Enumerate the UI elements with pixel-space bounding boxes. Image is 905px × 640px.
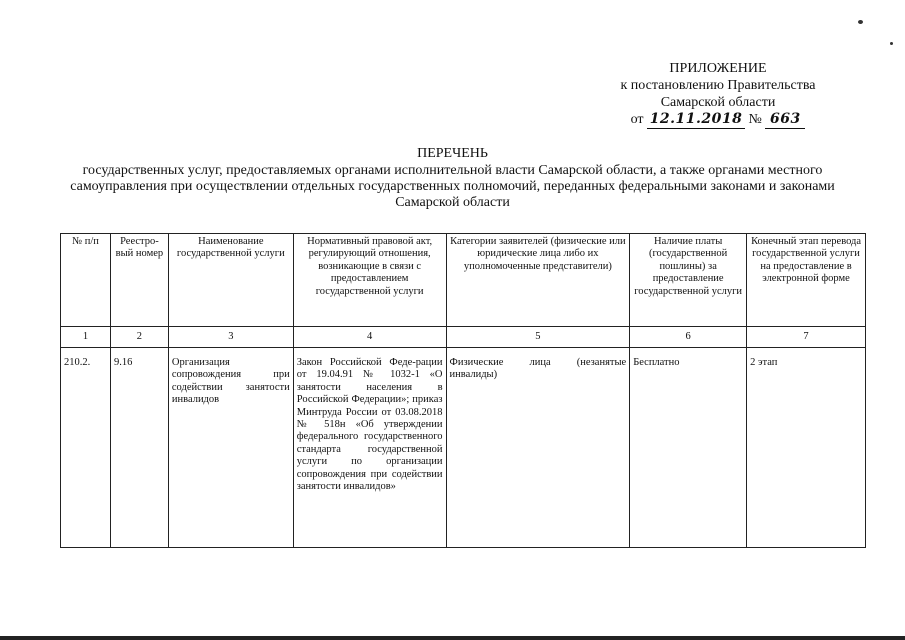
header-cell-fee: Наличие платы (государственной пошлины) за предоставление государственной услуги: [630, 234, 747, 327]
header-cell-final-stage: Конечный этап перевода государственной услуги на предоставление в электронной форме: [747, 234, 866, 327]
handwritten-number: 663: [765, 111, 805, 129]
handwritten-date: 12.11.2018: [647, 111, 745, 129]
table-row: [61, 348, 866, 548]
row-legal-act: Закон Российской Феде-рации от 19.04.91 № 1032-1 «О занятости населения в Российской Федерации»; приказ Минтруда России от 03.08.2018 № 518н «Об утверждении федерального государственного стандарта государственной услуги по организации сопровождения при содействии занятости инвалидов»: [293, 348, 446, 548]
column-number-row: [61, 327, 866, 348]
header-row: [61, 234, 866, 327]
appendix-line-2: Самарской области: [660, 95, 776, 110]
row-final-stage: 2 этап: [747, 348, 866, 548]
appendix-title: ПРИЛОЖЕНИЕ: [669, 61, 767, 76]
header-cell-registry: Реестро-вый номер: [110, 234, 168, 327]
document-subtitle: государственных услуг, предоставляемых органами исполнительной власти Самарской области, а также органами местного самоуправления при осуществлении отдельных государственных полномочий, переданных федеральными законами и законами Самарской области: [70, 163, 835, 210]
header-cell-applicants: Категории заявителей (физические или юридические лица либо их уполномоченные представители): [446, 234, 630, 327]
column-number: 5: [446, 327, 630, 348]
column-number: 6: [630, 327, 747, 348]
from-label: от: [630, 112, 644, 127]
row-registry-number: 9.16: [110, 348, 168, 548]
header-cell-number: № п/п: [61, 234, 111, 327]
number-label: №: [748, 112, 762, 127]
header-cell-service-name: Наименование государственной услуги: [168, 234, 293, 327]
row-applicants: Физические лица (незанятые инвалиды): [446, 348, 630, 548]
scan-speck: [890, 42, 893, 45]
row-service-name: Организация сопровождения при содействии занятости инвалидов: [168, 348, 293, 548]
appendix-date-line: [603, 111, 833, 129]
column-number: 2: [110, 327, 168, 348]
row-number: 210.2.: [61, 348, 111, 548]
scan-bottom-edge: [0, 636, 905, 640]
column-number: 7: [747, 327, 866, 348]
header-cell-legal-act: Нормативный правовой акт, регулирующий отношения, возникающие в связи с предоставлением государственной услуги: [293, 234, 446, 327]
services-table: [60, 233, 866, 548]
row-fee: Бесплатно: [630, 348, 747, 548]
document-title: ПЕРЕЧЕНЬ: [417, 146, 488, 161]
column-number: 3: [168, 327, 293, 348]
scan-speck: [858, 20, 863, 24]
appendix-line-1: к постановлению Правительства: [620, 78, 816, 93]
column-number: 1: [61, 327, 111, 348]
appendix-block: [603, 60, 833, 129]
column-number: 4: [293, 327, 446, 348]
